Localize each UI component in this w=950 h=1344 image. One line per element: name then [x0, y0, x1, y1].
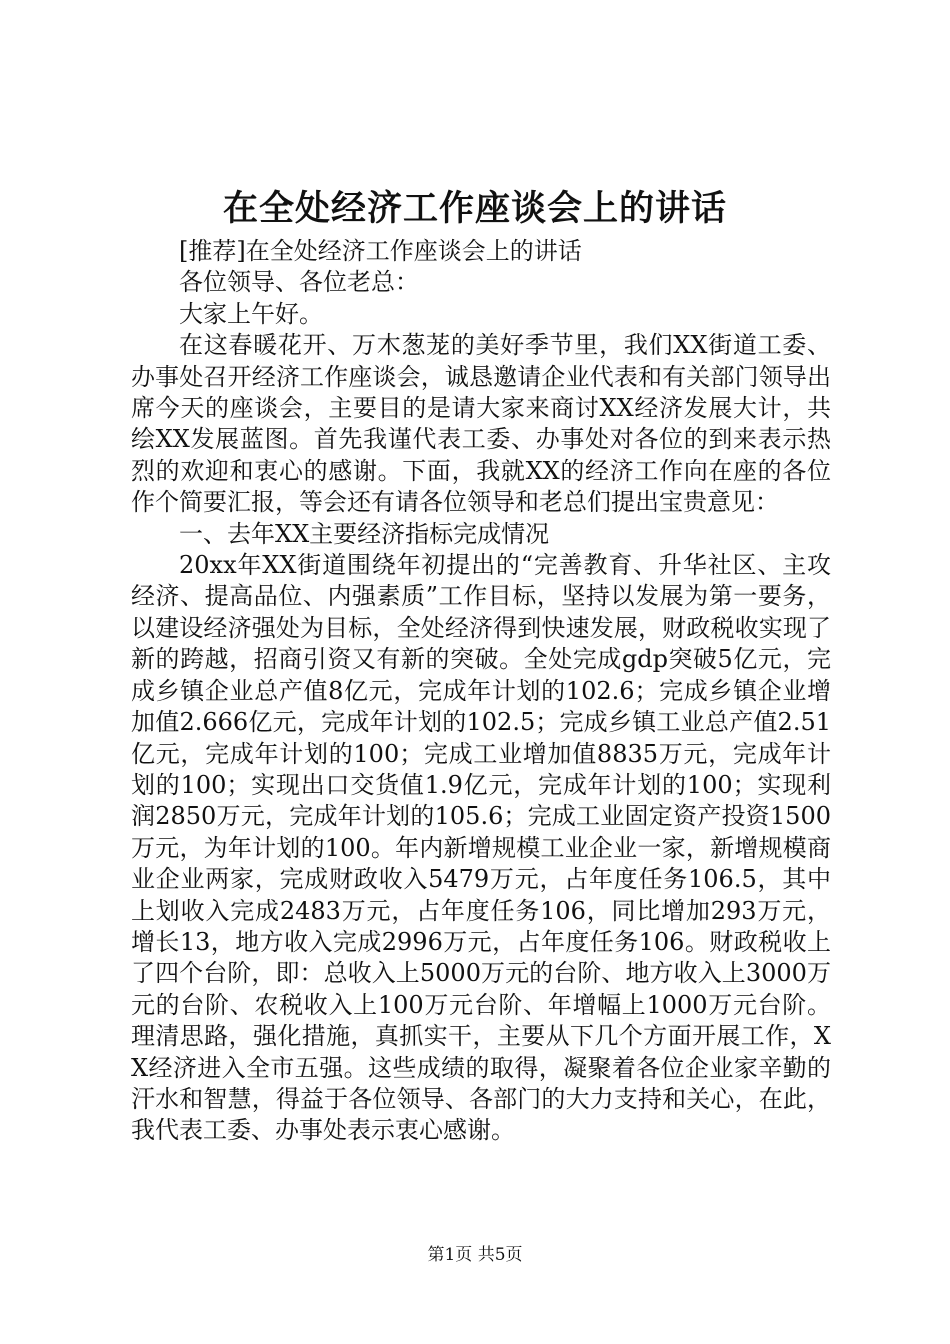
- paragraph-introduction: 在这春暖花开、万木葱茏的美好季节里，我们XX街道工委、办事处召开经济工作座谈会，诚恳邀请企业代表和有关部门领导出席今天的座谈会，主要目的是请大家来商讨XX经济发展大计，共绘XX发展蓝图。首先我谨代表工委、办事处对各位的到来表示热烈的欢迎和衷心的感谢。下面，我就XX的经济工作向在座的各位作个简要汇报，等会还有请各位领导和老总们提出宝贵意见：: [131, 331, 831, 517]
- document-title: 在全处经济工作座谈会上的讲话: [222, 188, 727, 229]
- paragraph-salutation: 各位领导、各位老总：: [179, 268, 419, 297]
- document-body: [131, 236, 831, 1147]
- paragraph-greeting: 大家上午好。: [179, 299, 323, 328]
- page-number-footer: 第1页 共5页: [427, 1245, 523, 1265]
- paragraph-economic-indicators: 20xx年XX街道围绕年初提出的“完善教育、升华社区、主攻经济、提高品位、内强素质”工作目标，坚持以发展为第一要务，以建设经济强处为目标，全处经济得到快速发展，财政税收实现了新的跨越，招商引资又有新的突破。全处完成gdp突破5亿元，完成乡镇企业总产值8亿元，完成年计划的102.6；完成乡镇企业增加值2.666亿元，完成年计划的102.5；完成乡镇工业总产值2.51亿元，完成年计划的100；完成工业增加值8835万元，完成年计划的100；实现出口交货值1.9亿元，完成年计划的100；实现利润2850万元，完成年计划的105.6；完成工业固定资产投资1500万元，为年计划的100。年内新增规模工业企业一家，新增规模商业企业两家，完成财政收入5479万元，占年度任务106.5，其中上划收入完成2483万元，占年度任务106，同比增加293万元，增长13，地方收入完成2996万元，占年度任务106。财政税收上了四个台阶，即：总收入上5000万元的台阶、地方收入上3000万元的台阶、农税收入上100万元台阶、年增幅上1000万元台阶。理清思路，强化措施，真抓实干，主要从下几个方面开展工作，XX经济进入全市五强。这些成绩的取得，凝聚着各位企业家辛勤的汗水和智慧，得益于各位领导、各部门的大力支持和关心，在此，我代表工委、办事处表示衷心感谢。: [131, 551, 831, 1145]
- section-heading-1: 一、去年XX主要经济指标完成情况: [179, 519, 550, 548]
- paragraph-recommend-heading: [推荐]在全处经济工作座谈会上的讲话: [179, 237, 582, 265]
